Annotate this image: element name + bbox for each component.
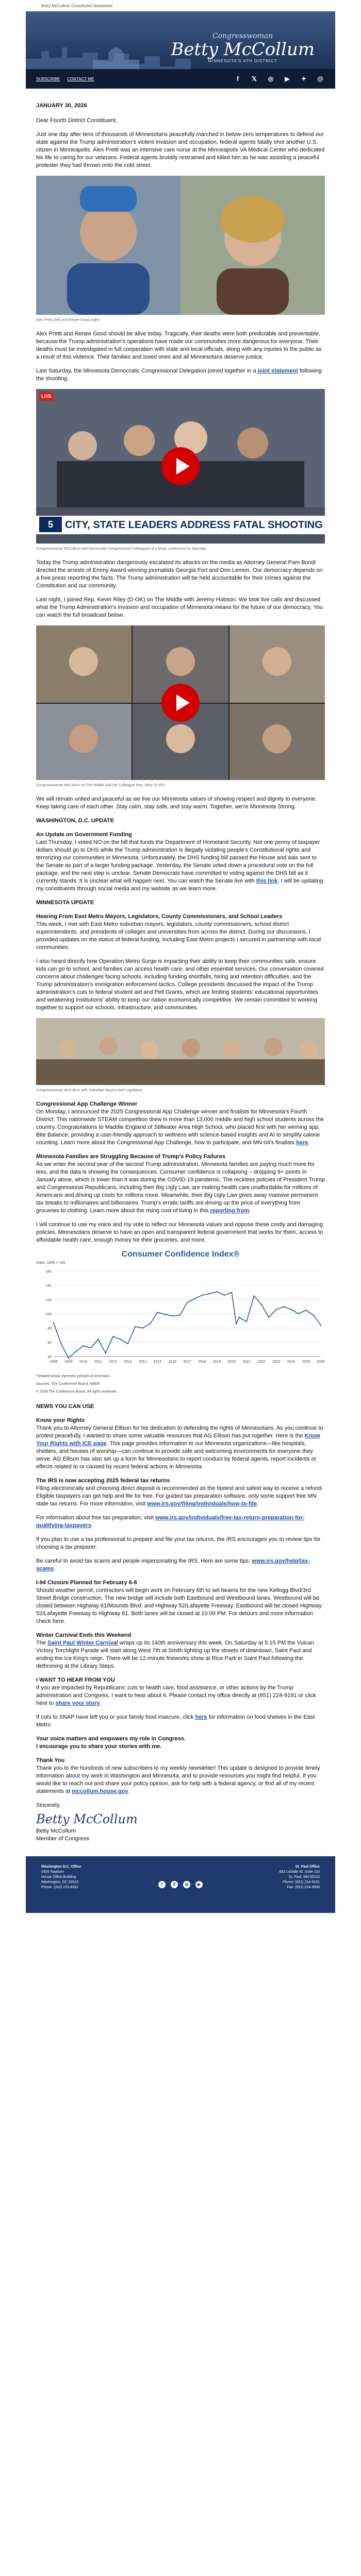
text: Be careful to avoid tax scams and people impersonating the IRS. Here are some tips: bbox=[36, 1558, 252, 1564]
chart-y-tick-label: 100 bbox=[45, 1313, 52, 1316]
chart-point bbox=[261, 1304, 262, 1305]
photo-mayors-meeting bbox=[36, 1018, 325, 1085]
chart-x-tick-label: 2020 bbox=[227, 1360, 236, 1364]
play-icon[interactable] bbox=[161, 447, 200, 485]
text: Filing electronically and choosing direct deposit is recommended as the fastest and safest way to receive a refund. Eligible taxpayers can get help and file for free. For guided tax preparation software, only some support free MN state tax returns. For more information, visit bbox=[36, 1485, 323, 1507]
footer-dc-title: Washington D.C. Office bbox=[41, 1865, 81, 1869]
senate-live-link[interactable]: this link bbox=[256, 878, 278, 884]
news-paragraph-4: If you plan to use a tax professional to prepare and file your tax returns, the IRS encourages you to review tips for choosing a tax preparer. bbox=[36, 1536, 321, 1550]
chart-point bbox=[216, 1291, 217, 1292]
footer-dc-line: Washington, DC 20515 bbox=[41, 1880, 79, 1884]
text: I encourage you to share your stories with me. bbox=[36, 1743, 162, 1750]
chart-x-tick-label: 2026 bbox=[317, 1360, 325, 1364]
chart-x-tick-label: 2024 bbox=[287, 1360, 296, 1364]
chart-point bbox=[239, 1317, 240, 1318]
chart-point bbox=[120, 1339, 121, 1340]
chart-point bbox=[253, 1295, 254, 1296]
video-the-middle[interactable] bbox=[36, 625, 325, 780]
irs-free-prep-link[interactable]: www.irs.gov/individuals/free-tax-return-preparation-for-qualifying-taxpayers bbox=[36, 1515, 305, 1529]
chart-x-tick-label: 2014 bbox=[138, 1360, 147, 1364]
chart-x-tick-label: 2012 bbox=[109, 1360, 117, 1364]
chart-y-tick-label: 120 bbox=[45, 1298, 52, 1302]
text: following the shooting. bbox=[36, 368, 322, 382]
text: . bbox=[91, 1522, 93, 1529]
footer-mn-line: St. Paul, MN 55114 bbox=[288, 1875, 320, 1879]
text: Thank you to the hundreds of new subscribers to my weekly newsletter! This update is designed to provide timely information about my work in Washington and Minnesota, and to provide resources you might find helpful. If you would like to reach out and share your policy opinion, ask for help with a federal agency, or find all of my recent statements at bbox=[36, 1765, 320, 1794]
chart-y-tick-label: 160 bbox=[45, 1270, 52, 1274]
news-paragraph-7 bbox=[36, 1639, 325, 1670]
irs-how-to-file-link[interactable]: www.irs.gov/filing/individuals/how-to-file bbox=[147, 1501, 257, 1507]
mn-paragraph-2: I also heard directly how Operation Metro Surge is impacting their ability to keep their communities safe, ensure kids can go to school, and families can access health care, and other essential services. Our conversation covered concerns about challenges facing schools, including funding shortfalls, hiring and retention difficulties, and the Trump administration's immigration enforcement tactics. College presidents discussed the impact of the Trump administration's cuts to federal student aid and Pell Grants, which are limiting students' educational opportunities and weakening institutions' ability to keep our nation economically competitive. We remain committed to working together to support our schools, infrastructure, and communities. bbox=[36, 958, 324, 1011]
brand-name: Betty McCollum bbox=[171, 39, 315, 60]
text: The bbox=[36, 1640, 48, 1646]
text: . This page provides information to our Minnesota organizations—like hospitals, shelters, and houses of worship—can continue to provide safe and welcoming environments for everyone they serve. AG Ellison has also set up a form for Minnesotans to report conduct by federal agents, report incidents or effects related to or caused by recent federal actions in Minnesota. bbox=[36, 1440, 317, 1470]
chart-x-tick-label: 2019 bbox=[212, 1360, 221, 1364]
chart-point bbox=[194, 1298, 195, 1299]
chart-point bbox=[142, 1327, 143, 1328]
chart-point bbox=[68, 1358, 69, 1359]
footer-dc-line: 2426 Rayburn bbox=[41, 1870, 64, 1874]
consumer-confidence-chart bbox=[36, 1250, 325, 1396]
chart-x-tick-label: 2009 bbox=[64, 1360, 73, 1364]
chart-point bbox=[75, 1351, 76, 1352]
footer-mn-line: 661 LaSalle St. Suite 110 bbox=[279, 1870, 320, 1874]
chart-x-tick-label: 2017 bbox=[183, 1360, 191, 1364]
footer-social bbox=[139, 1865, 222, 1905]
website-link[interactable]: mccollum.house.gov bbox=[72, 1788, 128, 1794]
text: . I will be updating my constituents through social media and my website as we learn more. bbox=[36, 878, 323, 892]
subheading-funding: An Update on Government Funding bbox=[36, 832, 132, 838]
brand-line1: Congresswoman bbox=[212, 32, 273, 40]
photo-mayors-meeting-image bbox=[36, 1018, 325, 1085]
youtube-icon[interactable]: ▶ bbox=[285, 75, 290, 82]
channel-logo-icon: 5 bbox=[39, 517, 62, 532]
subscribe-link[interactable]: SUBSCRIBE bbox=[36, 76, 60, 81]
brand-district: MINNESOTA'S 4TH DISTRICT bbox=[208, 59, 277, 63]
photo-caption: Congresswoman McCollum with Suburban Mayors and Legislators bbox=[36, 1089, 143, 1092]
chart-point bbox=[60, 1343, 61, 1344]
subheading-irs: The IRS is now accepting 2025 federal tax returns bbox=[36, 1478, 170, 1484]
irs-scams-link[interactable]: www.irs.gov/help/tax-scams bbox=[36, 1558, 310, 1572]
facebook-icon[interactable]: f bbox=[158, 1881, 166, 1888]
chart-point bbox=[172, 1315, 173, 1316]
dc-paragraph-1 bbox=[36, 839, 325, 893]
intro-paragraph-3 bbox=[36, 367, 325, 383]
subheading-thank-you: Thank You bbox=[36, 1757, 65, 1764]
text: . bbox=[257, 1501, 259, 1507]
photo-caption: Alex Pretti (left) and Renee Good (right) bbox=[36, 318, 100, 322]
text: Last Thursday, I voted NO on the bill that funds the Department of Homeland Security. Not one penny of taxpayer dollars should go to DHS while the Trump administration is illegally violating people's Constitutional rights and terrorizing our communities in Minnesota. Unfortunately, the DHS funding bill passed the House and was sent to the Senate as part of a larger funding package. Yesterday, the Senate voted down a procedural vote on the full package, and the next step is unclear. Senate Democrats have committed to voting against the DHS bill as it currently stands. It is unclear what will happen next. You can watch the Senate live with bbox=[36, 839, 320, 884]
section-heading-dc: WASHINGTON, D.C. UPDATE bbox=[36, 818, 114, 824]
chart-point bbox=[179, 1315, 180, 1316]
video-press-conference[interactable] bbox=[36, 389, 325, 544]
section-heading-news: NEWS YOU CAN USE bbox=[36, 1403, 94, 1410]
text: . bbox=[249, 1208, 251, 1214]
video-caption: Congresswoman McCollum with Democratic Congressional Colleagues at a press conference on Saturday bbox=[36, 547, 206, 551]
topbar-text: Betty McCollum Constituent Newsletter bbox=[41, 3, 113, 8]
text: . bbox=[308, 1140, 310, 1146]
news-paragraph-10 bbox=[36, 1735, 325, 1751]
chart-point bbox=[90, 1347, 91, 1348]
chart-x-tick-label: 2011 bbox=[94, 1360, 102, 1364]
mn-paragraph-1: This week, I met with East Metro suburban mayors, legislators, county commissioners, school district superintendents, and presidents of colleges and universities from across the district. During our discussions, I provided updates on the status of federal funding, including East Metro projects I secured in partnership with local communities. bbox=[36, 921, 321, 951]
live-badge: LIVE bbox=[39, 392, 54, 401]
footer-mn-line: Fax: (651) 224-3056 bbox=[287, 1886, 320, 1889]
intro-paragraph-2: Alex Pretti and Renee Good should be alive today. Tragically, their deaths were both predictable and preventable, because the Trump administration's operations have made our communities more dangerous for everyone. Their deaths must be investigated in full cooperation with state and local officials, along with any injuries to the public as a result of this violence. Their families and loved ones and all Minnesotans deserve justice. bbox=[36, 331, 322, 360]
chart-point bbox=[165, 1314, 166, 1315]
chart-note: *Shaded areas represent periods of recession. bbox=[36, 1375, 111, 1378]
chart-point bbox=[305, 1310, 306, 1311]
footer-dc-line: Phone: (202) 225-6631 bbox=[41, 1886, 78, 1889]
chart-point bbox=[83, 1345, 84, 1346]
chart-point bbox=[112, 1336, 113, 1337]
bluesky-icon[interactable]: ✦ bbox=[301, 75, 307, 82]
chart-ylabel: Index, 1985 = 100 bbox=[36, 1261, 65, 1265]
chart-point bbox=[313, 1315, 314, 1316]
text: If you are impacted by Republicans' cuts to health care, food assistance, or other actions by the Trump administration and Congress, I want to hear about it. Please contact my office directly at (651) 224-9191 or click here to bbox=[36, 1685, 316, 1706]
video-caption: Congresswoman McCollum on The Middle with her Colleague Rep. Riley (D-OK) bbox=[36, 784, 166, 787]
text: for information on food shelves in the East Metro. bbox=[36, 1714, 315, 1728]
chart-point bbox=[290, 1309, 291, 1310]
signer-name: Betty McCollum bbox=[36, 1828, 76, 1834]
greeting: Dear Fourth District Constituent, bbox=[36, 117, 118, 124]
video-banner-text: CITY, STATE LEADERS ADDRESS FATAL SHOOTING bbox=[36, 516, 325, 534]
subheading-east-metro: Hearing From East Metro Mayors, Legislators, County Commissioners, and School Leaders bbox=[36, 913, 283, 920]
x-twitter-icon[interactable]: X bbox=[171, 1881, 178, 1888]
subheading-app-challenge: Congressional App Challenge Winner bbox=[36, 1101, 138, 1107]
chart-point bbox=[320, 1325, 321, 1326]
news-paragraph-9 bbox=[36, 1714, 325, 1729]
chart-point bbox=[135, 1326, 136, 1327]
header-social-bar bbox=[26, 69, 335, 89]
chart-point bbox=[127, 1343, 128, 1344]
closing: Sincerely, bbox=[36, 1802, 61, 1808]
footer-social-icons bbox=[158, 1881, 203, 1888]
news-paragraph-5 bbox=[36, 1557, 325, 1573]
chart-x-tick-label: 2025 bbox=[302, 1360, 310, 1364]
photo-pretti-good-image bbox=[36, 176, 325, 315]
footer-mn-line: Phone: (651) 224-9191 bbox=[283, 1880, 320, 1884]
footer-dc-line: House Office Building bbox=[41, 1875, 76, 1879]
text: On Monday, I announced the 2025 Congressional App Challenge winner and finalists for Minnesota's Fourth District. This nationwide STEAM competition drew in more than 13,000 middle and high school students across the country. Congratulations to Maddie England of Stillwater Area High School, who placed first with her winning app, Bite Balance, providing a user-friendly approach to wellness with science-based insights and AI to simplify calorie counting. Learn more about the Congressional App Challenge, how to participate, and MN-04's finalists bbox=[36, 1109, 324, 1146]
threads-icon[interactable]: @ bbox=[317, 75, 323, 82]
chart-note: © 2026 The Conference Board. All rights reserved. bbox=[36, 1390, 117, 1394]
chart-x-tick-label: 2018 bbox=[198, 1360, 206, 1364]
chart-point bbox=[105, 1352, 106, 1353]
mn-paragraph-5: I will continue to use my voice and my vote to reflect our Minnesota values and oppose these costly and damaging policies. Minnesotans deserve to have an open and transparent federal government that works for them, access to affordable health care, enough money for their groceries, and more. bbox=[36, 1222, 323, 1243]
play-icon[interactable] bbox=[161, 684, 200, 722]
chart-point bbox=[246, 1321, 247, 1322]
section-heading-mn: MINNESOTA UPDATE bbox=[36, 900, 94, 906]
chart-note: Sources: The Conference Board; NBER bbox=[36, 1382, 100, 1386]
text: As we enter the second year of the second Trump administration, Minnesota families are paying much more for less, and the data is showing the consequences. Consumer confidence is collapsing – dropping 9+ points in January alone, which is lower than it was during the COVID-19 pandemic. The reckless policies of President Trump and Congressional Republicans, including their Big Ugly Law, are making health care unaffordable for millions of Americans and driving up costs for millions more. Meanwhile, their Big Ugly Law gives away massive permanent tax breaks to millionaires and billionaires. Trump's erratic tariffs are driving up the price of everything from groceries to clothing. Learn more about the rising cost of living in this bbox=[36, 1161, 325, 1214]
chart-x-tick-label: 2013 bbox=[124, 1360, 132, 1364]
chart-point bbox=[150, 1323, 151, 1324]
chart-x-tick-label: 2015 bbox=[153, 1360, 162, 1364]
news-paragraph-1 bbox=[36, 1425, 325, 1471]
brand-logo bbox=[171, 32, 315, 63]
chart-y-tick-label: 140 bbox=[45, 1284, 52, 1288]
text: . bbox=[100, 1700, 102, 1706]
chart-point bbox=[202, 1295, 203, 1296]
subheading-hear-from-you: I WANT TO HEAR FROM YOU bbox=[36, 1677, 115, 1683]
subheading-winter-carnival: Winter Carnival Ends this Weekend bbox=[36, 1632, 132, 1638]
newsletter-body bbox=[26, 89, 335, 1843]
news-paragraph-11 bbox=[36, 1765, 325, 1795]
text: Last Saturday, the Minnesota Democratic Congressional Delegation joined together in a bbox=[36, 368, 258, 374]
instagram-icon[interactable]: ◎ bbox=[183, 1881, 190, 1888]
footer-mn-office bbox=[237, 1865, 320, 1905]
chart-x-tick-label: 2023 bbox=[272, 1360, 281, 1364]
share-story-link[interactable]: share your story bbox=[55, 1700, 100, 1706]
chart-point bbox=[53, 1323, 54, 1324]
newsletter-header bbox=[26, 11, 335, 89]
subheading-i94: I-94 Closure Planned for February 6-8 bbox=[36, 1580, 137, 1586]
chart-x-tick-label: 2016 bbox=[168, 1360, 177, 1364]
x-twitter-icon[interactable]: 𝕏 bbox=[252, 75, 257, 82]
app-challenge-link[interactable]: here bbox=[296, 1140, 308, 1146]
contact-link[interactable]: CONTACT ME bbox=[67, 76, 94, 81]
signature: Betty McCollum bbox=[36, 1812, 138, 1826]
chart-y-tick-label: 60 bbox=[47, 1341, 52, 1345]
text: wraps up its 140th anniversary this week. On Saturday at 5:15 PM the Vulcan Victory Torchlight Parade will start along West 7th at Smith lighting up the streets of downtown, Saint Paul and ending the Ice King's reign. There will be 12-minute fireworks show at Rice Park in Saint Paul following the dethroning at the Library Steps. bbox=[36, 1640, 314, 1669]
text: . bbox=[128, 1788, 130, 1794]
chart-x-tick-label: 2021 bbox=[242, 1360, 251, 1364]
news-paragraph-6: Should weather permit, contractors will begin work on February 6th to set beams for the new Kellogg Blvd/3rd Street Bridge construction. The new bridge will include both Eastbound and Westbound lanes. Westbound will be closed between Highway 61/Mounds Blvd. and Highway 52/Lafayette Freeway. Eastbound will be closed Highway 52/Lafayette Freeway to Highway 61. Both lanes will be closed at 10:00 PM. For detours and more information check here. bbox=[36, 1587, 322, 1624]
chart-point bbox=[187, 1302, 188, 1303]
footer-dc-office bbox=[41, 1865, 124, 1905]
chart-x-tick-label: 2022 bbox=[257, 1360, 266, 1364]
footer-mn-title: St. Paul Office bbox=[295, 1865, 320, 1869]
text: . bbox=[54, 1566, 56, 1572]
mn-paragraph-3 bbox=[36, 1108, 325, 1147]
text: For information about free tax preparation, visit bbox=[36, 1515, 156, 1521]
chart-point bbox=[268, 1317, 269, 1318]
cost-of-living-link[interactable]: reporting from bbox=[210, 1208, 250, 1214]
chart-y-tick-label: 80 bbox=[47, 1327, 52, 1331]
chart-point bbox=[224, 1295, 225, 1296]
chart-point bbox=[97, 1339, 99, 1340]
chart-x-tick-label: 2008 bbox=[50, 1360, 58, 1364]
winter-carnival-link[interactable]: Saint Paul Winter Carnival bbox=[47, 1640, 118, 1646]
joint-statement-link[interactable]: joint statement bbox=[257, 368, 298, 374]
chart-point bbox=[209, 1293, 210, 1294]
newsletter-date: JANUARY 30, 2026 bbox=[36, 103, 87, 109]
subheading-families: Minnesota Families are Struggling Because of Trump's Policy Failures bbox=[36, 1154, 225, 1160]
chart-point bbox=[236, 1323, 237, 1324]
photo-pretti-good bbox=[36, 176, 325, 315]
chart-point bbox=[298, 1313, 299, 1314]
chart-title: Consumer Confidence Index® bbox=[121, 1250, 240, 1259]
chart-point bbox=[157, 1312, 158, 1313]
news-paragraph-8 bbox=[36, 1684, 325, 1707]
intro-paragraph-6: We will remain united and peaceful as we live our Minnesota values of showing respect and dignity to everyone. Keep taking care of each other. Stay calm, stay safe, and stay warm. Together, we're Minnesota Strong. bbox=[36, 796, 317, 810]
chart-x-tick-label: 2010 bbox=[79, 1360, 88, 1364]
newsletter-footer bbox=[26, 1856, 335, 1913]
chart-plot bbox=[36, 1267, 325, 1370]
instagram-icon[interactable]: ◎ bbox=[268, 75, 274, 82]
intro-paragraph-4: Today the Trump administration dangerously escalated its attacks on the media as Attorney General Pam Bondi directed the arrests of Emmy Award-winning journalists Georgia Fort and Don Lemon. Our democracy depends on a free press reporting the facts. The Trump administration will be held accountable for their crimes against the Constitution and our community. bbox=[36, 560, 323, 589]
news-paragraph-2 bbox=[36, 1485, 325, 1508]
chart-y-tick-label: 40 bbox=[47, 1355, 52, 1359]
text: Your voice matters and empowers my role in Congress. bbox=[36, 1736, 186, 1742]
facebook-icon[interactable]: f bbox=[237, 75, 239, 82]
know-your-rights-link[interactable]: Know Your Rights with ICE page bbox=[36, 1433, 320, 1447]
food-shelves-link[interactable]: here bbox=[195, 1714, 207, 1720]
topbar bbox=[0, 0, 361, 11]
signer-title: Member of Congress bbox=[36, 1836, 89, 1842]
mn-paragraph-4 bbox=[36, 1161, 325, 1215]
text: Thank you to Attorney General Ellison for his dedication to defending the rights of Minnesotans. As you continue to protest peacefully, I wanted to share some valuable resources that AG Ellison has put together. Here is the bbox=[36, 1425, 323, 1439]
chart-point bbox=[231, 1292, 232, 1293]
chart-series-line bbox=[54, 1292, 321, 1358]
youtube-icon[interactable]: ▶ bbox=[195, 1881, 203, 1888]
chart-point bbox=[275, 1309, 276, 1310]
chart-point bbox=[283, 1306, 284, 1307]
intro-paragraph-5: Last night, I joined Rep. Kevin Riley (D-OK) on The Middle with Jeremy Hobson. We took live calls and discussed what the Trump Administration's invasion and occupation of Minnesota means for the future of our democracy. You can watch the full broadcast below. bbox=[36, 597, 323, 618]
text: If cuts to SNAP have left you or your family food insecure, click bbox=[36, 1714, 195, 1720]
subheading-rights: Know your Rights bbox=[36, 1417, 85, 1423]
intro-paragraph-1: Just one day after tens of thousands of Minnesotans peacefully marched in below-zero temperatures to defend our state against the Trump administration's violent invasion and occupation, federal agents fatally shot another U.S. citizen in Minneapolis. Alex Pretti was an intensive care nurse at the Minneapolis VA Medical Center who dedicated his life to caring for our veterans. Federal agents brutally restrained and killed him as he was assisting a peaceful protester they had thrown onto the cold street. bbox=[36, 131, 325, 168]
news-paragraph-3 bbox=[36, 1514, 325, 1530]
